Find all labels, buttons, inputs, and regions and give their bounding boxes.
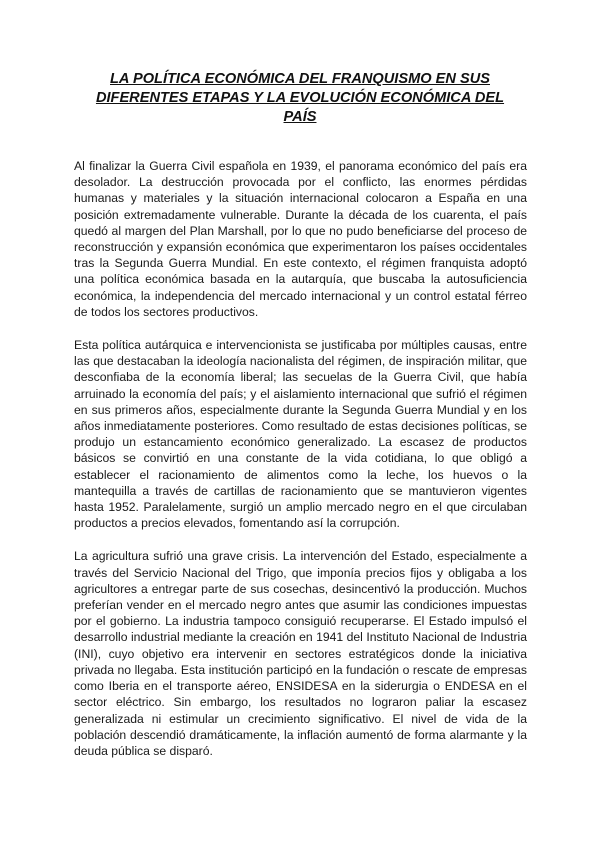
paragraph-causes-rationing: Esta política autárquica e intervencionista se justificaba por múltiples causas, entre las que destacaban la ideología nacionalista del régimen, de inspiración militar, que desconfiaba de la economía liberal; las secuelas de la Guerra Civil, que había arruinado la economía del país; y el aislamiento internacional que sufrió el régimen en sus primeros años, especialmente durante la Segunda Guerra Mundial y en los años inmediatamente posteriores. Como resultado de estas decisiones políticas, se produjo un estancamiento económico generalizado. La escasez de productos básicos se convirtió en una constante de la vida cotidiana, lo que obligó a establecer el racionamiento de alimentos como la leche, los huevos o la mantequilla a través de cartillas de racionamiento que se mantuvieron vigentes hasta 1952. Paralelamente, surgió un amplio mercado negro en el que circulaban productos a precios elevados, fomentando así la corrupción. [74, 338, 527, 531]
document-title: LA POLÍTICA ECONÓMICA DEL FRANQUISMO EN SUS DIFERENTES ETAPAS Y LA EVOLUCIÓN ECONÓMICA DEL PAÍS [95, 71, 505, 125]
paragraph-agriculture-industry: La agricultura sufrió una grave crisis. La intervención del Estado, especialmente a través del Servicio Nacional del Trigo, que imponía precios fijos y obligaba a los agricultores a entregar parte de sus cosechas, desincentivó la producción. Muchos preferían vender en el mercado negro antes que asumir las condiciones impuestas por el gobierno. La industria tampoco consiguió recuperarse. El Estado impulsó el desarrollo industrial mediante la creación en 1941 del Instituto Nacional de Industria (INI), cuyo objetivo era intervenir en sectores estratégicos donde la iniciativa privada no llegaba. Esta institución participó en la fundación o rescate de empresas como Iberia en el transporte aéreo, ENSIDESA en la siderurgia o ENDESA en el sector eléctrico. Sin embargo, los resultados no lograron paliar la escasez generalizada ni estimular un crecimiento significativo. El nivel de vida de la población descendió dramáticamente, la inflación aumentó de forma alarmante y la deuda pública se disparó. [74, 549, 527, 758]
paragraph-postwar-autarky: Al finalizar la Guerra Civil española en 1939, el panorama económico del país era desolador. La destrucción provocada por el conflicto, las enormes pérdidas humanas y materiales y la situación internacional colocaron a España en una posición extremadamente vulnerable. Durante la década de los cuarenta, el país quedó al margen del Plan Marshall, por lo que no pudo beneficiarse del proceso de reconstrucción y expansión económica que experimentaron los países occidentales tras la Segunda Guerra Mundial. En este contexto, el régimen franquista adoptó una política económica basada en la autarquía, que buscaba la autosuficiencia económica, la independencia del mercado internacional y un control estatal férreo de todos los sectores productivos. [74, 159, 527, 319]
document-body [74, 158, 527, 776]
